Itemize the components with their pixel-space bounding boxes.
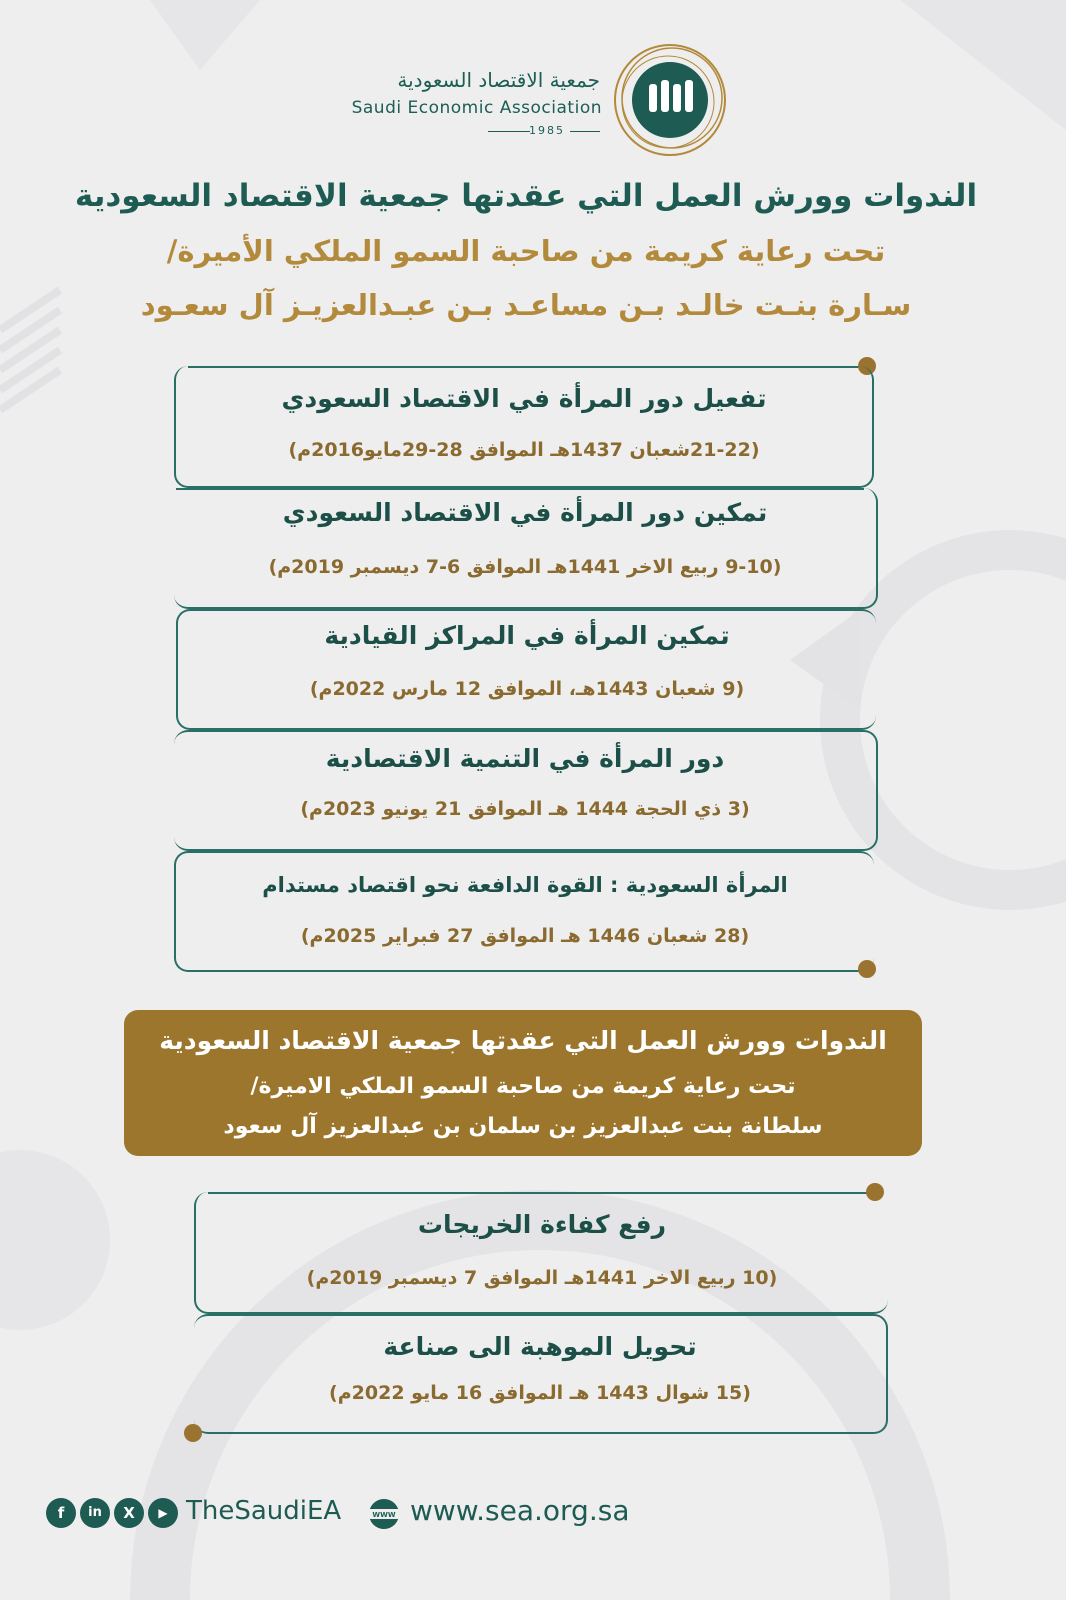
patronage-line: تحت رعاية كريمة من صاحبة السمو الملكي الأميرة/ [166, 234, 886, 268]
event-title: تحويل الموهبة الى صناعة [383, 1332, 697, 1361]
event-card [176, 609, 876, 730]
logo-divider-right [570, 131, 600, 132]
event-title: تفعيل دور المرأة في الاقتصاد السعودي [281, 384, 767, 413]
event-date: (9 شعبان 1443هـ، الموافق 12 مارس 2022م) [309, 678, 745, 700]
linkedin-icon[interactable]: in [80, 1498, 110, 1528]
page-title: الندوات وورش العمل التي عقدتها جمعية الاقتصاد السعودية [74, 178, 978, 214]
event-date: (15 شوال 1443 هـ الموافق 16 مايو 2022م) [329, 1382, 751, 1404]
event-date: (3 ذي الحجة 1444 هـ الموافق 21 يونيو 2023م) [300, 798, 750, 820]
logo-name-english: Saudi Economic Association [351, 98, 602, 118]
timeline-dot [858, 960, 876, 978]
event-title: تمكين دور المرأة في الاقتصاد السعودي [282, 498, 768, 527]
logo-divider-left [488, 131, 530, 132]
section2-banner [124, 1010, 922, 1156]
globe-icon [366, 1496, 402, 1532]
patron-name: سـارة بنـت خالـد بـن مساعـد بـن عبـدالعزيـز آل سعـود [140, 288, 912, 322]
banner-patronage-line: تحت رعاية كريمة من صاحبة السمو الملكي الاميرة/ [250, 1074, 796, 1099]
x-icon[interactable]: X [114, 1498, 144, 1528]
card-divider [176, 488, 864, 490]
footer [44, 1490, 744, 1540]
banner-patron-name: سلطانة بنت عبدالعزيز بن سلمان بن عبدالعزيز آل سعود [223, 1114, 823, 1139]
event-date: (10 ربيع الاخر 1441هـ الموافق 7 ديسمبر 2019م) [306, 1267, 778, 1289]
website-link[interactable]: www.sea.org.sa [410, 1494, 630, 1527]
banner-title: الندوات وورش العمل التي عقدتها جمعية الاقتصاد السعودية [159, 1026, 887, 1055]
facebook-icon[interactable]: f [46, 1498, 76, 1528]
logo-name-arabic: جمعية الاقتصاد السعودية [397, 68, 600, 92]
logo-year: 1985 [529, 124, 565, 137]
youtube-icon[interactable]: ▶ [148, 1498, 178, 1528]
event-title: رفع كفاءة الخريجات [417, 1210, 667, 1239]
event-title: دور المرأة في التنمية الاقتصادية [325, 744, 725, 773]
social-handle[interactable]: TheSaudiEA [186, 1496, 342, 1526]
event-title: المرأة السعودية : القوة الدافعة نحو اقتصاد مستدام [262, 873, 788, 897]
event-card [194, 1192, 888, 1314]
logo-emblem-icon [610, 40, 730, 160]
timeline-dot [184, 1424, 202, 1442]
svg-text:WWW: WWW [372, 1511, 396, 1519]
event-card [174, 851, 874, 972]
event-title: تمكين المرأة في المراكز القيادية [324, 621, 730, 650]
event-card [194, 1314, 888, 1434]
event-date: (9-10 ربيع الاخر 1441هـ الموافق 6-7 ديسمبر 2019م) [268, 556, 782, 578]
event-card [174, 488, 878, 609]
event-card [174, 730, 878, 851]
event-card [174, 366, 874, 488]
event-date: (21-22شعبان 1437هـ الموافق 28-29مايو2016م) [288, 439, 760, 461]
event-date: (28 شعبان 1446 هـ الموافق 27 فبراير 2025م) [300, 925, 750, 947]
association-logo [340, 40, 760, 150]
